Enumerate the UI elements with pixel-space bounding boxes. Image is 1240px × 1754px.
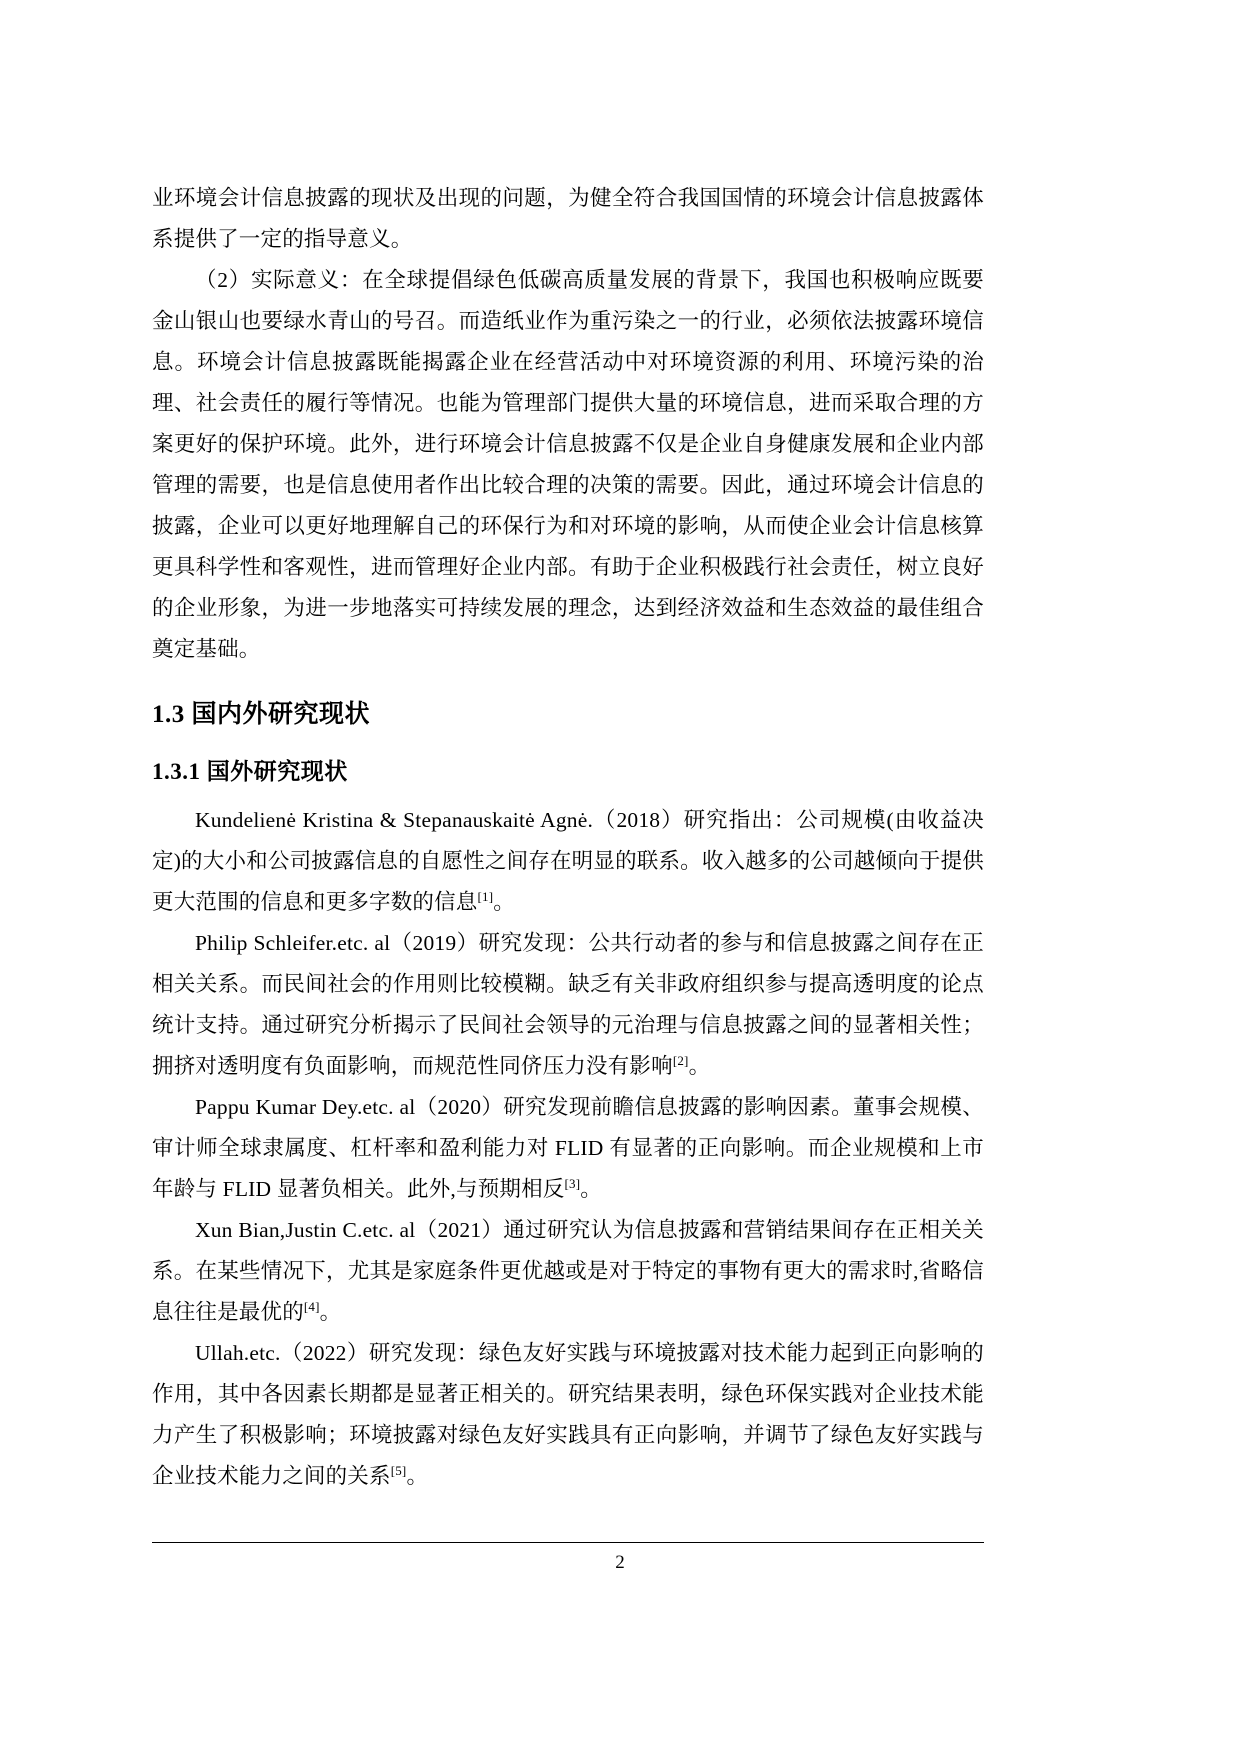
- reference-text-2: Philip Schleifer.etc. al（2019）研究发现：公共行动者的参与和信息披露之间存在正相关关系。而民间社会的作用则比较模糊。缺乏有关非政府组织参与提高透明度的论点统计支持。通过研究分析揭示了民间社会领导的元治理与信息披露之间的显著相关性；拥挤对透明度有负面影响，而规范性同侪压力没有影响: [152, 931, 984, 1078]
- citation-marker-5: [5]: [390, 1462, 407, 1478]
- reference-paragraph-3: [152, 1087, 984, 1210]
- reference-text-3: Pappu Kumar Dey.etc. al（2020）研究发现前瞻信息披露的影响因素。董事会规模、审计师全球隶属度、杠杆率和盈利能力对 FLID 有显著的正向影响。而企业规模和上市年龄与 FLID 显著负相关。此外,与预期相反: [152, 1095, 984, 1201]
- paragraph-continuation: 业环境会计信息披露的现状及出现的问题，为健全符合我国国情的环境会计信息披露体系提供了一定的指导意义。: [152, 186, 984, 251]
- section-heading-1-3: 1.3 国内外研究现状: [152, 701, 371, 728]
- reference-paragraph-5: [152, 1333, 984, 1497]
- reference-text-5: Ullah.etc.（2022）研究发现：绿色友好实践与环境披露对技术能力起到正向影响的作用，其中各因素长期都是显著正相关的。研究结果表明，绿色环保实践对企业技术能力产生了积极影响；环境披露对绿色友好实践具有正向影响，并调节了绿色友好实践与企业技术能力之间的关系: [152, 1341, 984, 1488]
- subsection-heading-1-3-1: 1.3.1 国外研究现状: [152, 759, 348, 784]
- reference-tail-2: 。: [688, 1054, 711, 1078]
- citation-marker-4: [4]: [303, 1298, 320, 1314]
- reference-tail-5: 。: [406, 1464, 429, 1488]
- reference-paragraph-2: [152, 923, 984, 1087]
- citation-marker-1: [1]: [477, 888, 494, 904]
- citation-marker-3: [3]: [564, 1175, 581, 1191]
- reference-paragraph-1: [152, 800, 984, 923]
- paragraph-practical-significance: （2）实际意义：在全球提倡绿色低碳高质量发展的背景下，我国也积极响应既要金山银山也要绿水青山的号召。而造纸业作为重污染之一的行业，必须依法披露环境信息。环境会计信息披露既能揭露企业在经营活动中对环境资源的利用、环境污染的治理、社会责任的履行等情况。也能为管理部门提供大量的环境信息，进而采取合理的方案更好的保护环境。此外，进行环境会计信息披露不仅是企业自身健康发展和企业内部管理的需要，也是信息使用者作出比较合理的决策的需要。因此，通过环境会计信息的披露，企业可以更好地理解自己的环保行为和对环境的影响，从而使企业会计信息核算更具科学性和客观性，进而管理好企业内部。有助于企业积极践行社会责任，树立良好的企业形象，为进一步地落实可持续发展的理念，达到经济效益和生态效益的最佳组合奠定基础。: [152, 268, 984, 661]
- citation-marker-2: [2]: [672, 1052, 689, 1068]
- page-content: [152, 178, 984, 1497]
- reference-text-1: Kundelienė Kristina & Stepanauskaitė Agnė.（2018）研究指出：公司规模(由收益决定)的大小和公司披露信息的自愿性之间存在明显的联系。收入越多的公司越倾向于提供更大范围的信息和更多字数的信息: [152, 808, 984, 914]
- reference-tail-1: 。: [493, 890, 515, 914]
- reference-tail-3: 。: [580, 1177, 602, 1201]
- reference-paragraph-4: [152, 1210, 984, 1333]
- footer-divider: [152, 1542, 984, 1543]
- page-number: 2: [615, 1552, 625, 1573]
- reference-tail-4: 。: [319, 1300, 342, 1324]
- reference-text-4: Xun Bian,Justin C.etc. al（2021）通过研究认为信息披露和营销结果间存在正相关关系。在某些情况下，尤其是家庭条件更优越或是对于特定的事物有更大的需求时,省略信息往往是最优的: [152, 1218, 984, 1324]
